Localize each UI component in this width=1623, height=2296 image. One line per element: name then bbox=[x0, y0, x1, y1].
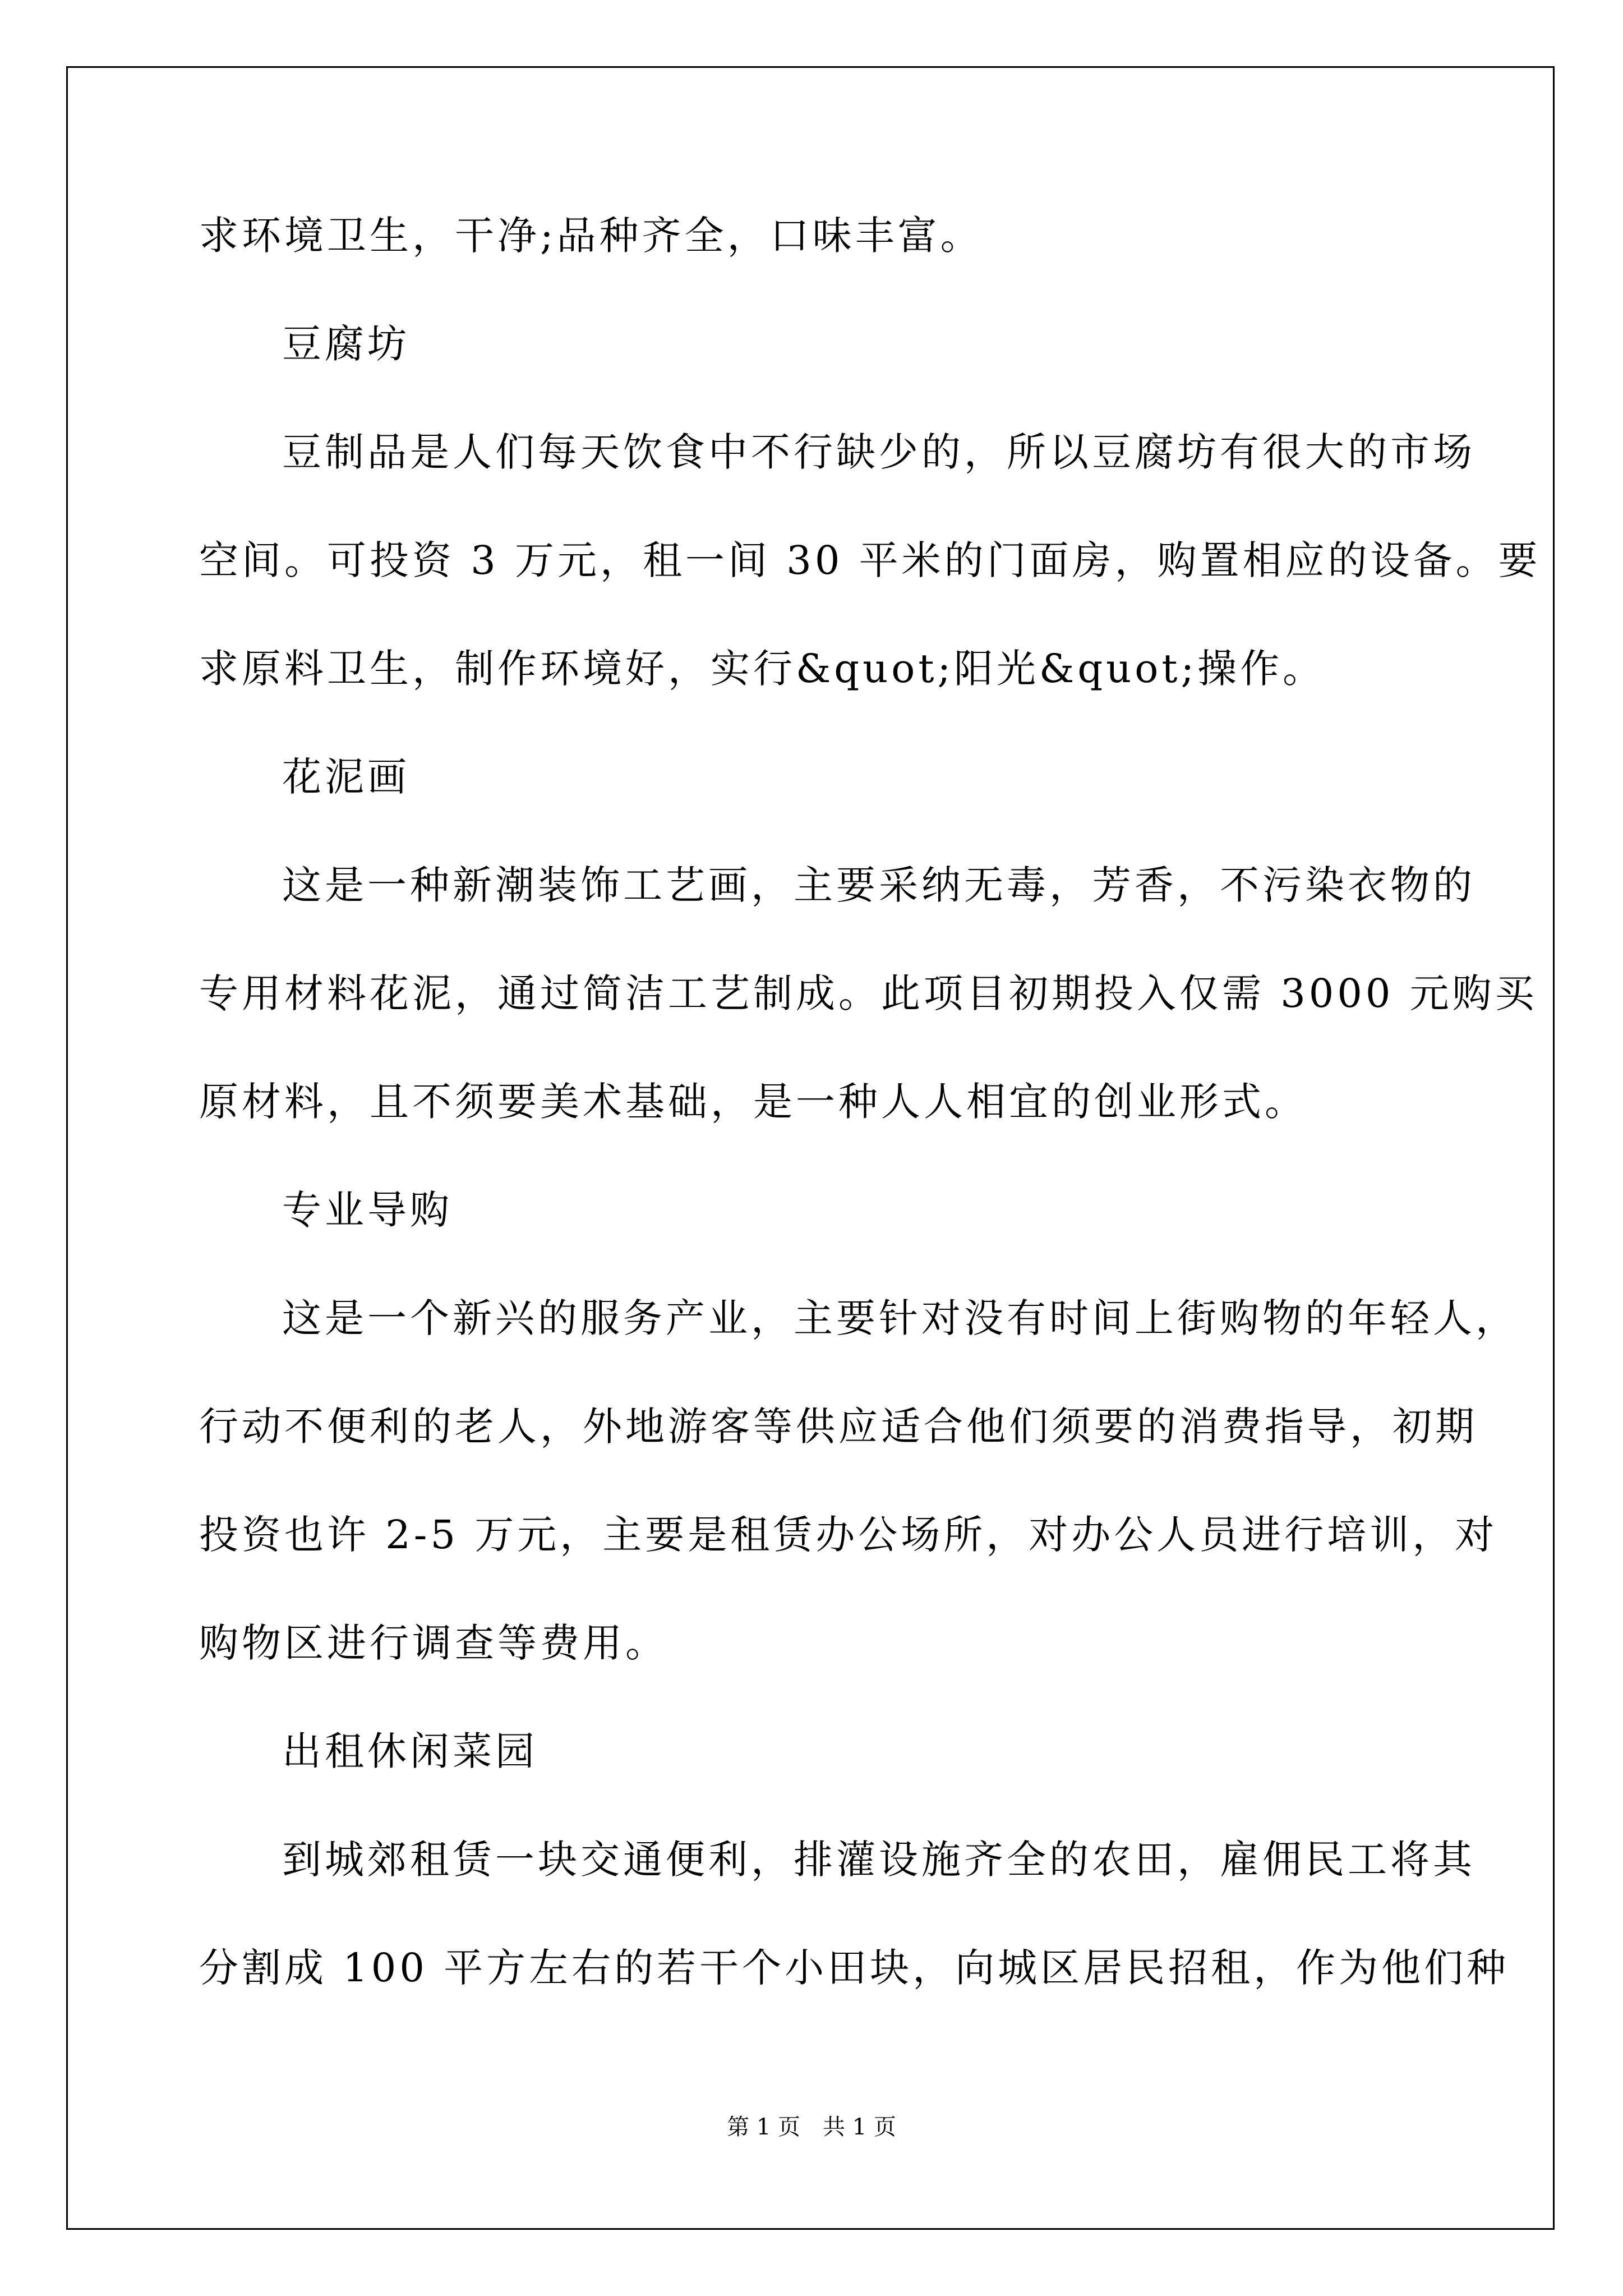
paragraph-line: 投资也许 2-5 万元，主要是租赁办公场所，对办公人员进行培训，对 bbox=[199, 1512, 1498, 1558]
paragraph-line: 购物区进行调查等费用。 bbox=[199, 1620, 668, 1666]
paragraph-line: 专用材料花泥，通过简洁工艺制成。此项目初期投入仅需 3000 元购买 bbox=[199, 970, 1538, 1016]
paragraph-line: 原材料，且不须要美术基础，是一种人人相宜的创业形式。 bbox=[199, 1079, 1307, 1125]
paragraph-line: 求环境卫生，干净;品种齐全，口味丰富。 bbox=[199, 213, 983, 259]
page-border bbox=[66, 66, 1555, 2230]
paragraph-line: 这是一种新潮装饰工艺画，主要采纳无毒，芳香，不污染衣物的 bbox=[282, 862, 1476, 908]
page-number: 第 1 页 共 1 页 bbox=[727, 2114, 896, 2140]
section-heading: 花泥画 bbox=[282, 754, 410, 800]
paragraph-line: 到城郊租赁一块交通便利，排灌设施齐全的农田，雇佣民工将其 bbox=[282, 1837, 1476, 1883]
section-heading: 专业导购 bbox=[282, 1187, 453, 1233]
section-heading: 出租休闲菜园 bbox=[282, 1728, 538, 1774]
section-heading: 豆腐坊 bbox=[282, 321, 410, 367]
paragraph-line: 行动不便利的老人，外地游客等供应适合他们须要的消费指导，初期 bbox=[199, 1404, 1478, 1450]
paragraph-line: 求原料卫生，制作环境好，实行&quot;阳光&quot;操作。 bbox=[199, 646, 1326, 692]
paragraph-line: 这是一个新兴的服务产业，主要针对没有时间上街购物的年轻人， bbox=[282, 1295, 1518, 1341]
paragraph-line: 空间。可投资 3 万元，租一间 30 平米的门面房，购置相应的设备。要 bbox=[199, 537, 1541, 583]
paragraph-line: 豆制品是人们每天饮食中不行缺少的，所以豆腐坊有很大的市场 bbox=[282, 429, 1476, 475]
paragraph-line: 分割成 100 平方左右的若干个小田块，向城区居民招租，作为他们种 bbox=[199, 1945, 1510, 1991]
